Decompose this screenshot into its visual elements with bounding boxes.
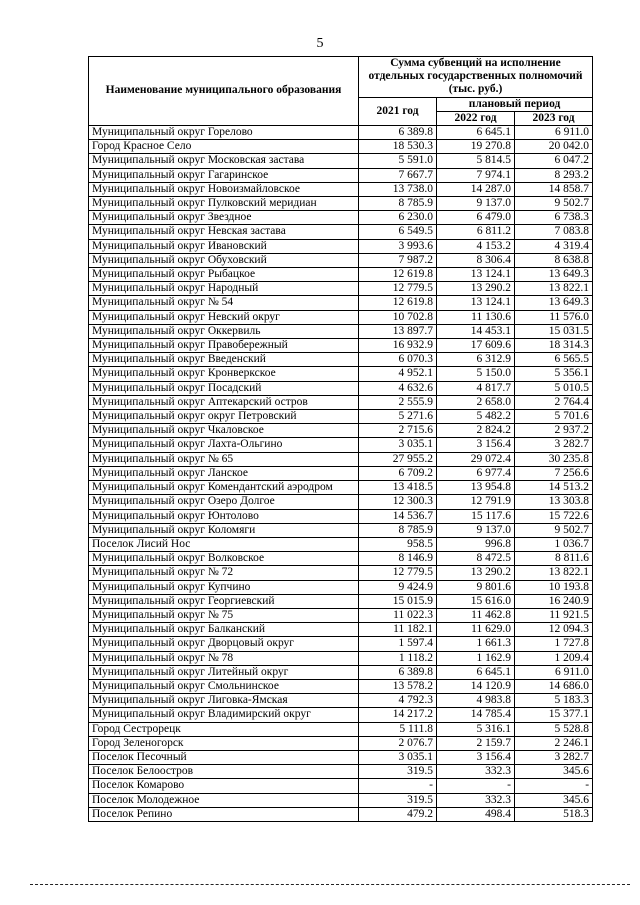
value-2021-cell: 4 952.1: [359, 367, 437, 381]
value-2022-cell: 29 072.4: [437, 452, 515, 466]
value-2023-cell: 13 649.3: [515, 296, 593, 310]
value-2023-cell: 30 235.8: [515, 452, 593, 466]
value-2023-cell: 20 042.0: [515, 140, 593, 154]
value-2023-cell: 345.6: [515, 765, 593, 779]
value-2021-cell: 13 418.5: [359, 481, 437, 495]
municipality-name-cell: Муниципальный округ Литейный округ: [89, 665, 359, 679]
municipality-name-cell: Город Красное Село: [89, 140, 359, 154]
value-2022-cell: 13 954.8: [437, 481, 515, 495]
value-2022-cell: 5 150.0: [437, 367, 515, 381]
value-2023-cell: 5 701.6: [515, 410, 593, 424]
value-2022-cell: 5 814.5: [437, 154, 515, 168]
value-2021-cell: 12 619.8: [359, 268, 437, 282]
value-2023-cell: 9 502.7: [515, 523, 593, 537]
value-2021-cell: 2 715.6: [359, 424, 437, 438]
value-2023-cell: 4 319.4: [515, 239, 593, 253]
value-2023-cell: 14 513.2: [515, 481, 593, 495]
table-row: [89, 395, 593, 409]
table-row: [89, 736, 593, 750]
value-2022-cell: 2 824.2: [437, 424, 515, 438]
value-2022-cell: 4 153.2: [437, 239, 515, 253]
table-row: [89, 537, 593, 551]
value-2023-cell: 7 256.6: [515, 466, 593, 480]
municipality-name-cell: Муниципальный округ Правобережный: [89, 339, 359, 353]
table-row: [89, 651, 593, 665]
value-2021-cell: 16 932.9: [359, 339, 437, 353]
value-2021-cell: 3 035.1: [359, 750, 437, 764]
value-2022-cell: 19 270.8: [437, 140, 515, 154]
value-2021-cell: 14 536.7: [359, 509, 437, 523]
municipality-name-cell: Город Зеленогорск: [89, 736, 359, 750]
municipality-name-cell: Муниципальный округ Введенский: [89, 353, 359, 367]
table-row: [89, 282, 593, 296]
table-row: [89, 339, 593, 353]
municipality-name-cell: Муниципальный округ Ивановский: [89, 239, 359, 253]
value-2022-cell: 14 453.1: [437, 324, 515, 338]
value-2022-cell: 8 472.5: [437, 552, 515, 566]
value-2021-cell: -: [359, 779, 437, 793]
municipality-name-cell: Муниципальный округ округ Петровский: [89, 410, 359, 424]
municipality-name-cell: Муниципальный округ Лиговка-Ямская: [89, 694, 359, 708]
value-2023-cell: 11 576.0: [515, 310, 593, 324]
value-2022-cell: 498.4: [437, 807, 515, 821]
table-row: [89, 566, 593, 580]
value-2022-cell: 6 479.0: [437, 211, 515, 225]
value-2023-cell: 8 638.8: [515, 253, 593, 267]
municipality-name-cell: Муниципальный округ Комендантский аэродром: [89, 481, 359, 495]
value-2022-cell: -: [437, 779, 515, 793]
table-row: [89, 495, 593, 509]
value-2021-cell: 13 578.2: [359, 679, 437, 693]
value-2022-cell: 11 462.8: [437, 608, 515, 622]
header-year-2021: 2021 год: [359, 97, 437, 125]
value-2023-cell: 18 314.3: [515, 339, 593, 353]
municipality-name-cell: Муниципальный округ № 78: [89, 651, 359, 665]
table-row: [89, 750, 593, 764]
municipality-name-cell: Муниципальный округ Новоизмайловское: [89, 182, 359, 196]
table-row: [89, 679, 593, 693]
municipality-name-cell: Муниципальный округ Московская застава: [89, 154, 359, 168]
value-2022-cell: 15 616.0: [437, 594, 515, 608]
value-2021-cell: 3 993.6: [359, 239, 437, 253]
table-row: [89, 381, 593, 395]
value-2021-cell: 958.5: [359, 537, 437, 551]
value-2022-cell: 15 117.6: [437, 509, 515, 523]
table-row: [89, 722, 593, 736]
value-2021-cell: 27 955.2: [359, 452, 437, 466]
municipality-name-cell: Муниципальный округ Гагаринское: [89, 168, 359, 182]
value-2021-cell: 6 230.0: [359, 211, 437, 225]
value-2021-cell: 9 424.9: [359, 580, 437, 594]
value-2023-cell: 13 303.8: [515, 495, 593, 509]
municipality-name-cell: Муниципальный округ Народный: [89, 282, 359, 296]
value-2022-cell: 6 312.9: [437, 353, 515, 367]
value-2022-cell: 11 130.6: [437, 310, 515, 324]
header-year-2022: 2022 год: [437, 111, 515, 125]
value-2023-cell: 2 764.4: [515, 395, 593, 409]
value-2021-cell: 319.5: [359, 765, 437, 779]
value-2021-cell: 4 792.3: [359, 694, 437, 708]
value-2021-cell: 12 619.8: [359, 296, 437, 310]
municipality-name-cell: Муниципальный округ Юнтолово: [89, 509, 359, 523]
table-row: [89, 765, 593, 779]
value-2022-cell: 9 137.0: [437, 197, 515, 211]
value-2022-cell: 9 801.6: [437, 580, 515, 594]
value-2021-cell: 8 146.9: [359, 552, 437, 566]
value-2023-cell: 518.3: [515, 807, 593, 821]
municipality-name-cell: Муниципальный округ Балканский: [89, 623, 359, 637]
value-2021-cell: 6 070.3: [359, 353, 437, 367]
value-2023-cell: 5 528.8: [515, 722, 593, 736]
municipality-name-cell: Муниципальный округ Горелово: [89, 126, 359, 140]
value-2023-cell: 6 738.3: [515, 211, 593, 225]
value-2021-cell: 5 271.6: [359, 410, 437, 424]
municipality-name-cell: Муниципальный округ Коломяги: [89, 523, 359, 537]
value-2023-cell: 13 649.3: [515, 268, 593, 282]
value-2021-cell: 6 549.5: [359, 225, 437, 239]
value-2022-cell: 17 609.6: [437, 339, 515, 353]
value-2021-cell: 6 389.8: [359, 665, 437, 679]
municipality-name-cell: Муниципальный округ Владимирский округ: [89, 708, 359, 722]
value-2022-cell: 6 977.4: [437, 466, 515, 480]
value-2023-cell: 8 293.2: [515, 168, 593, 182]
header-plan-period: плановый период: [437, 97, 593, 111]
value-2022-cell: 332.3: [437, 765, 515, 779]
value-2023-cell: 16 240.9: [515, 594, 593, 608]
table-row: [89, 197, 593, 211]
municipality-name-cell: Муниципальный округ Рыбацкое: [89, 268, 359, 282]
value-2022-cell: 1 162.9: [437, 651, 515, 665]
value-2022-cell: 332.3: [437, 793, 515, 807]
value-2023-cell: 5 010.5: [515, 381, 593, 395]
municipality-name-cell: Поселок Молодежное: [89, 793, 359, 807]
table-row: [89, 182, 593, 196]
municipality-name-cell: Муниципальный округ Волковское: [89, 552, 359, 566]
value-2021-cell: 12 779.5: [359, 566, 437, 580]
header-subsidy-sum: Сумма субвенций на исполнение отдельных государственных полномочий (тыс. руб.): [359, 57, 593, 98]
value-2022-cell: 14 287.0: [437, 182, 515, 196]
value-2023-cell: 11 921.5: [515, 608, 593, 622]
municipality-name-cell: Муниципальный округ Невская застава: [89, 225, 359, 239]
value-2021-cell: 11 182.1: [359, 623, 437, 637]
table-row: [89, 807, 593, 821]
table-row: [89, 211, 593, 225]
value-2022-cell: 4 817.7: [437, 381, 515, 395]
value-2023-cell: 14 858.7: [515, 182, 593, 196]
value-2021-cell: 319.5: [359, 793, 437, 807]
table-row: [89, 552, 593, 566]
municipality-name-cell: Муниципальный округ № 75: [89, 608, 359, 622]
municipality-name-cell: Поселок Песочный: [89, 750, 359, 764]
value-2022-cell: 13 290.2: [437, 566, 515, 580]
municipality-name-cell: Муниципальный округ Аптекарский остров: [89, 395, 359, 409]
municipality-name-cell: Муниципальный округ № 54: [89, 296, 359, 310]
value-2022-cell: 12 791.9: [437, 495, 515, 509]
municipality-name-cell: Муниципальный округ Чкаловское: [89, 424, 359, 438]
value-2021-cell: 3 035.1: [359, 438, 437, 452]
value-2022-cell: 9 137.0: [437, 523, 515, 537]
value-2023-cell: 13 822.1: [515, 566, 593, 580]
table-row: [89, 779, 593, 793]
value-2021-cell: 6 709.2: [359, 466, 437, 480]
value-2021-cell: 15 015.9: [359, 594, 437, 608]
table-row: [89, 580, 593, 594]
value-2022-cell: 3 156.4: [437, 438, 515, 452]
value-2023-cell: 1 036.7: [515, 537, 593, 551]
table-row: [89, 324, 593, 338]
value-2023-cell: 3 282.7: [515, 438, 593, 452]
value-2023-cell: 13 822.1: [515, 282, 593, 296]
municipality-name-cell: Муниципальный округ Смольнинское: [89, 679, 359, 693]
value-2021-cell: 12 779.5: [359, 282, 437, 296]
value-2021-cell: 12 300.3: [359, 495, 437, 509]
municipality-name-cell: Поселок Репино: [89, 807, 359, 821]
value-2021-cell: 13 738.0: [359, 182, 437, 196]
value-2022-cell: 11 629.0: [437, 623, 515, 637]
table-row: [89, 623, 593, 637]
value-2022-cell: 5 482.2: [437, 410, 515, 424]
value-2021-cell: 7 667.7: [359, 168, 437, 182]
value-2023-cell: 6 911.0: [515, 126, 593, 140]
value-2022-cell: 13 124.1: [437, 296, 515, 310]
value-2022-cell: 996.8: [437, 537, 515, 551]
municipality-name-cell: Муниципальный округ Озеро Долгое: [89, 495, 359, 509]
value-2022-cell: 6 811.2: [437, 225, 515, 239]
value-2023-cell: 14 686.0: [515, 679, 593, 693]
value-2023-cell: 2 937.2: [515, 424, 593, 438]
table-body: [89, 126, 593, 822]
municipality-name-cell: Муниципальный округ Оккервиль: [89, 324, 359, 338]
value-2022-cell: 1 661.3: [437, 637, 515, 651]
table-row: [89, 253, 593, 267]
table-row: [89, 225, 593, 239]
value-2023-cell: 5 356.1: [515, 367, 593, 381]
municipality-name-cell: Муниципальный округ № 72: [89, 566, 359, 580]
value-2023-cell: -: [515, 779, 593, 793]
value-2022-cell: 2 159.7: [437, 736, 515, 750]
table-row: [89, 353, 593, 367]
value-2021-cell: 11 022.3: [359, 608, 437, 622]
table-row: [89, 694, 593, 708]
value-2021-cell: 18 530.3: [359, 140, 437, 154]
value-2021-cell: 8 785.9: [359, 197, 437, 211]
table-row: [89, 296, 593, 310]
table-row: [89, 509, 593, 523]
municipality-name-cell: Муниципальный округ Кронверкское: [89, 367, 359, 381]
municipality-name-cell: Муниципальный округ Невский округ: [89, 310, 359, 324]
header-municipality-name: Наименование муниципального образования: [89, 57, 359, 126]
municipality-name-cell: Муниципальный округ Георгиевский: [89, 594, 359, 608]
municipality-name-cell: Муниципальный округ Ланское: [89, 466, 359, 480]
value-2023-cell: 15 722.6: [515, 509, 593, 523]
table-row: [89, 466, 593, 480]
header-year-2023: 2023 год: [515, 111, 593, 125]
table-row: [89, 637, 593, 651]
value-2022-cell: 14 120.9: [437, 679, 515, 693]
value-2022-cell: 7 974.1: [437, 168, 515, 182]
municipality-name-cell: Муниципальный округ Обуховский: [89, 253, 359, 267]
municipality-name-cell: Муниципальный округ Лахта-Ольгино: [89, 438, 359, 452]
table-row: [89, 367, 593, 381]
value-2021-cell: 2 555.9: [359, 395, 437, 409]
value-2023-cell: 345.6: [515, 793, 593, 807]
table-row: [89, 594, 593, 608]
value-2022-cell: 8 306.4: [437, 253, 515, 267]
value-2023-cell: 9 502.7: [515, 197, 593, 211]
value-2021-cell: 5 591.0: [359, 154, 437, 168]
table-row: [89, 452, 593, 466]
value-2022-cell: 3 156.4: [437, 750, 515, 764]
value-2021-cell: 8 785.9: [359, 523, 437, 537]
table-row: [89, 424, 593, 438]
value-2023-cell: 7 083.8: [515, 225, 593, 239]
value-2021-cell: 1 118.2: [359, 651, 437, 665]
table-row: [89, 310, 593, 324]
municipality-name-cell: Муниципальный округ Дворцовый округ: [89, 637, 359, 651]
value-2022-cell: 2 658.0: [437, 395, 515, 409]
table-row: [89, 168, 593, 182]
table-row: [89, 239, 593, 253]
value-2022-cell: 14 785.4: [437, 708, 515, 722]
table-row: [89, 140, 593, 154]
municipality-name-cell: Муниципальный округ Звездное: [89, 211, 359, 225]
value-2022-cell: 5 316.1: [437, 722, 515, 736]
value-2023-cell: 15 031.5: [515, 324, 593, 338]
value-2022-cell: 6 645.1: [437, 126, 515, 140]
value-2021-cell: 5 111.8: [359, 722, 437, 736]
municipality-name-cell: Муниципальный округ Посадский: [89, 381, 359, 395]
table-row: [89, 126, 593, 140]
table-row: [89, 410, 593, 424]
table-row: [89, 481, 593, 495]
value-2023-cell: 12 094.3: [515, 623, 593, 637]
table-row: [89, 523, 593, 537]
value-2021-cell: 1 597.4: [359, 637, 437, 651]
value-2023-cell: 15 377.1: [515, 708, 593, 722]
municipality-name-cell: Муниципальный округ № 65: [89, 452, 359, 466]
value-2023-cell: 5 183.3: [515, 694, 593, 708]
municipality-name-cell: Поселок Белоостров: [89, 765, 359, 779]
value-2022-cell: 13 290.2: [437, 282, 515, 296]
value-2023-cell: 6 047.2: [515, 154, 593, 168]
value-2023-cell: 1 727.8: [515, 637, 593, 651]
value-2021-cell: 10 702.8: [359, 310, 437, 324]
page-number: 5: [316, 36, 324, 51]
value-2021-cell: 2 076.7: [359, 736, 437, 750]
value-2023-cell: 6 911.0: [515, 665, 593, 679]
table-row: [89, 438, 593, 452]
table-row: [89, 608, 593, 622]
table-row: [89, 793, 593, 807]
value-2021-cell: 4 632.6: [359, 381, 437, 395]
table-row: [89, 268, 593, 282]
table-row: [89, 708, 593, 722]
value-2023-cell: 6 565.5: [515, 353, 593, 367]
value-2021-cell: 479.2: [359, 807, 437, 821]
value-2022-cell: 13 124.1: [437, 268, 515, 282]
value-2021-cell: 14 217.2: [359, 708, 437, 722]
value-2021-cell: 6 389.8: [359, 126, 437, 140]
footer-divider: [30, 884, 630, 885]
value-2023-cell: 8 811.6: [515, 552, 593, 566]
value-2023-cell: 2 246.1: [515, 736, 593, 750]
subsidy-table: [88, 56, 593, 822]
value-2023-cell: 1 209.4: [515, 651, 593, 665]
table-row: [89, 665, 593, 679]
value-2022-cell: 4 983.8: [437, 694, 515, 708]
municipality-name-cell: Поселок Комарово: [89, 779, 359, 793]
value-2022-cell: 6 645.1: [437, 665, 515, 679]
value-2023-cell: 3 282.7: [515, 750, 593, 764]
value-2023-cell: 10 193.8: [515, 580, 593, 594]
municipality-name-cell: Поселок Лисий Нос: [89, 537, 359, 551]
municipality-name-cell: Муниципальный округ Пулковский меридиан: [89, 197, 359, 211]
value-2021-cell: 7 987.2: [359, 253, 437, 267]
table-row: [89, 154, 593, 168]
value-2021-cell: 13 897.7: [359, 324, 437, 338]
municipality-name-cell: Город Сестрорецк: [89, 722, 359, 736]
municipality-name-cell: Муниципальный округ Купчино: [89, 580, 359, 594]
